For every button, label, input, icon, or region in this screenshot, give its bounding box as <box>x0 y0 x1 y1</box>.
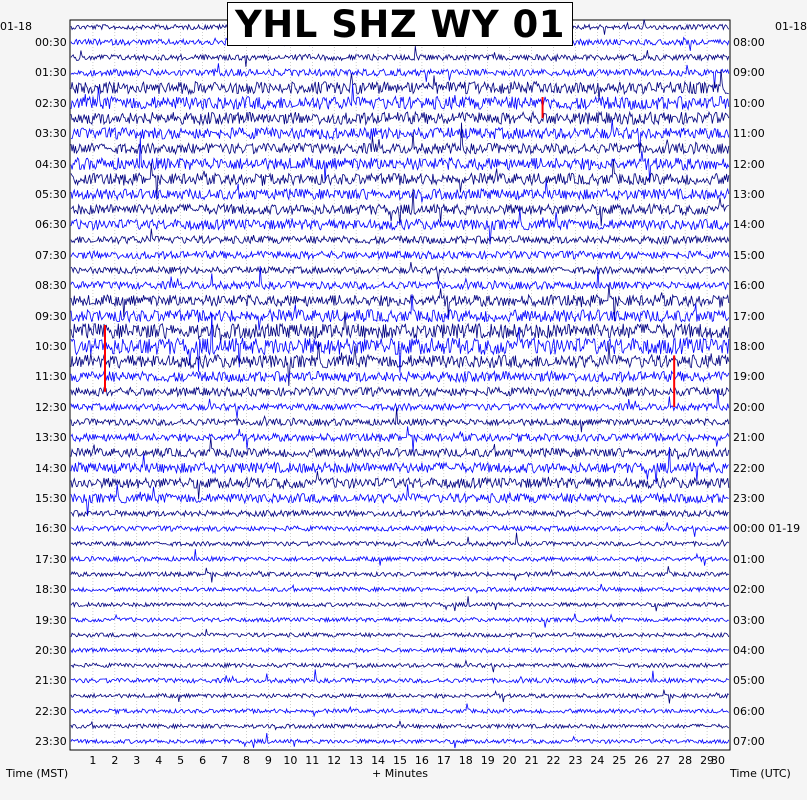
right-time-label: 21:00 <box>733 431 765 445</box>
right-time-label: 09:00 <box>733 66 765 80</box>
right-time-label: 11:00 <box>733 127 765 141</box>
left-time-label: 11:30 <box>35 370 67 384</box>
right-time-label: 01:00 <box>733 552 765 566</box>
left-time-label: 21:30 <box>35 674 67 688</box>
right-date-label: 01-18 <box>775 20 807 33</box>
left-time-label: 14:30 <box>35 461 67 475</box>
left-time-label: 06:30 <box>35 218 67 232</box>
left-time-label: 12:30 <box>35 400 67 414</box>
x-tick-label: 20 <box>502 754 517 767</box>
left-time-label: 20:30 <box>35 644 67 657</box>
x-tick-label: 29 <box>700 754 715 767</box>
right-time-label: 07:00 <box>733 735 765 749</box>
x-tick-label: 30 <box>711 754 725 767</box>
right-time-label: 00:00 01-19 <box>733 522 801 536</box>
x-tick-label: 2 <box>111 754 119 767</box>
x-tick-label: 22 <box>546 754 561 767</box>
left-time-label: 05:30 <box>35 188 67 201</box>
x-tick-label: 17 <box>436 754 451 767</box>
right-time-label: 06:00 <box>733 704 765 718</box>
x-tick-label: 5 <box>177 754 185 767</box>
x-tick-label: 28 <box>678 754 693 767</box>
x-tick-label: 9 <box>264 754 272 767</box>
x-tick-label: 26 <box>634 754 649 767</box>
x-axis-label: + Minutes <box>372 767 429 780</box>
x-tick-label: 27 <box>656 754 671 767</box>
x-tick-label: 6 <box>199 754 207 767</box>
left-time-label: 07:30 <box>35 248 67 262</box>
left-time-label: 02:30 <box>35 96 67 110</box>
right-time-label: 16:00 <box>733 279 765 293</box>
left-time-label: 22:30 <box>35 704 67 718</box>
right-time-label: 13:00 <box>733 188 765 201</box>
chart-title-box <box>227 2 573 46</box>
x-tick-label: 25 <box>612 754 627 767</box>
left-time-label: 04:30 <box>35 157 67 171</box>
right-time-label: 19:00 <box>733 370 765 384</box>
x-tick-label: 4 <box>155 754 163 767</box>
right-time-label: 08:00 <box>733 36 765 49</box>
right-time-label: 05:00 <box>733 674 765 688</box>
x-tick-label: 15 <box>393 754 407 767</box>
left-time-label: 15:30 <box>35 492 67 505</box>
right-time-label: 02:00 <box>733 583 765 597</box>
right-time-label: 10:00 <box>733 96 765 110</box>
left-axis-label: Time (MST) <box>6 767 69 780</box>
left-time-label: 13:30 <box>35 431 67 445</box>
chart-title: YHL SHZ WY 01 <box>234 2 565 46</box>
x-tick-label: 13 <box>349 754 364 767</box>
left-time-label: 01:30 <box>35 66 67 80</box>
right-time-label: 18:00 <box>733 340 765 353</box>
x-tick-label: 7 <box>221 754 229 767</box>
left-time-label: 17:30 <box>35 552 67 566</box>
left-time-label: 19:30 <box>35 613 67 627</box>
right-time-label: 12:00 <box>733 157 765 171</box>
right-axis-label: Time (UTC) <box>730 767 791 780</box>
left-time-label: 00:30 <box>35 36 67 49</box>
right-time-label: 20:00 <box>733 400 765 414</box>
x-tick-label: 19 <box>480 754 495 767</box>
x-tick-label: 21 <box>524 754 539 767</box>
x-tick-label: 16 <box>414 754 429 767</box>
x-tick-label: 1 <box>89 754 97 767</box>
left-date-label: 01-18 <box>0 20 32 33</box>
left-time-label: 08:30 <box>35 279 67 293</box>
left-time-label: 09:30 <box>35 309 67 323</box>
x-tick-label: 12 <box>327 754 342 767</box>
right-time-label: 15:00 <box>733 248 765 262</box>
right-time-label: 14:00 <box>733 218 765 232</box>
x-tick-label: 24 <box>590 754 605 767</box>
right-time-label: 22:00 <box>733 461 765 475</box>
right-time-label: 17:00 <box>733 309 765 323</box>
x-tick-label: 3 <box>133 754 141 767</box>
x-tick-label: 23 <box>568 754 583 767</box>
left-time-label: 18:30 <box>35 583 67 597</box>
right-time-label: 03:00 <box>733 613 765 627</box>
left-time-label: 16:30 <box>35 522 67 536</box>
left-time-label: 10:30 <box>35 340 67 353</box>
left-time-label: 23:30 <box>35 735 67 749</box>
right-time-label: 04:00 <box>733 644 765 657</box>
x-tick-label: 8 <box>242 754 250 767</box>
x-tick-label: 11 <box>305 754 320 767</box>
x-tick-label: 14 <box>371 754 386 767</box>
x-tick-label: 18 <box>458 754 473 767</box>
left-time-label: 03:30 <box>35 127 67 141</box>
right-time-label: 23:00 <box>733 492 765 505</box>
x-tick-label: 10 <box>283 754 298 767</box>
